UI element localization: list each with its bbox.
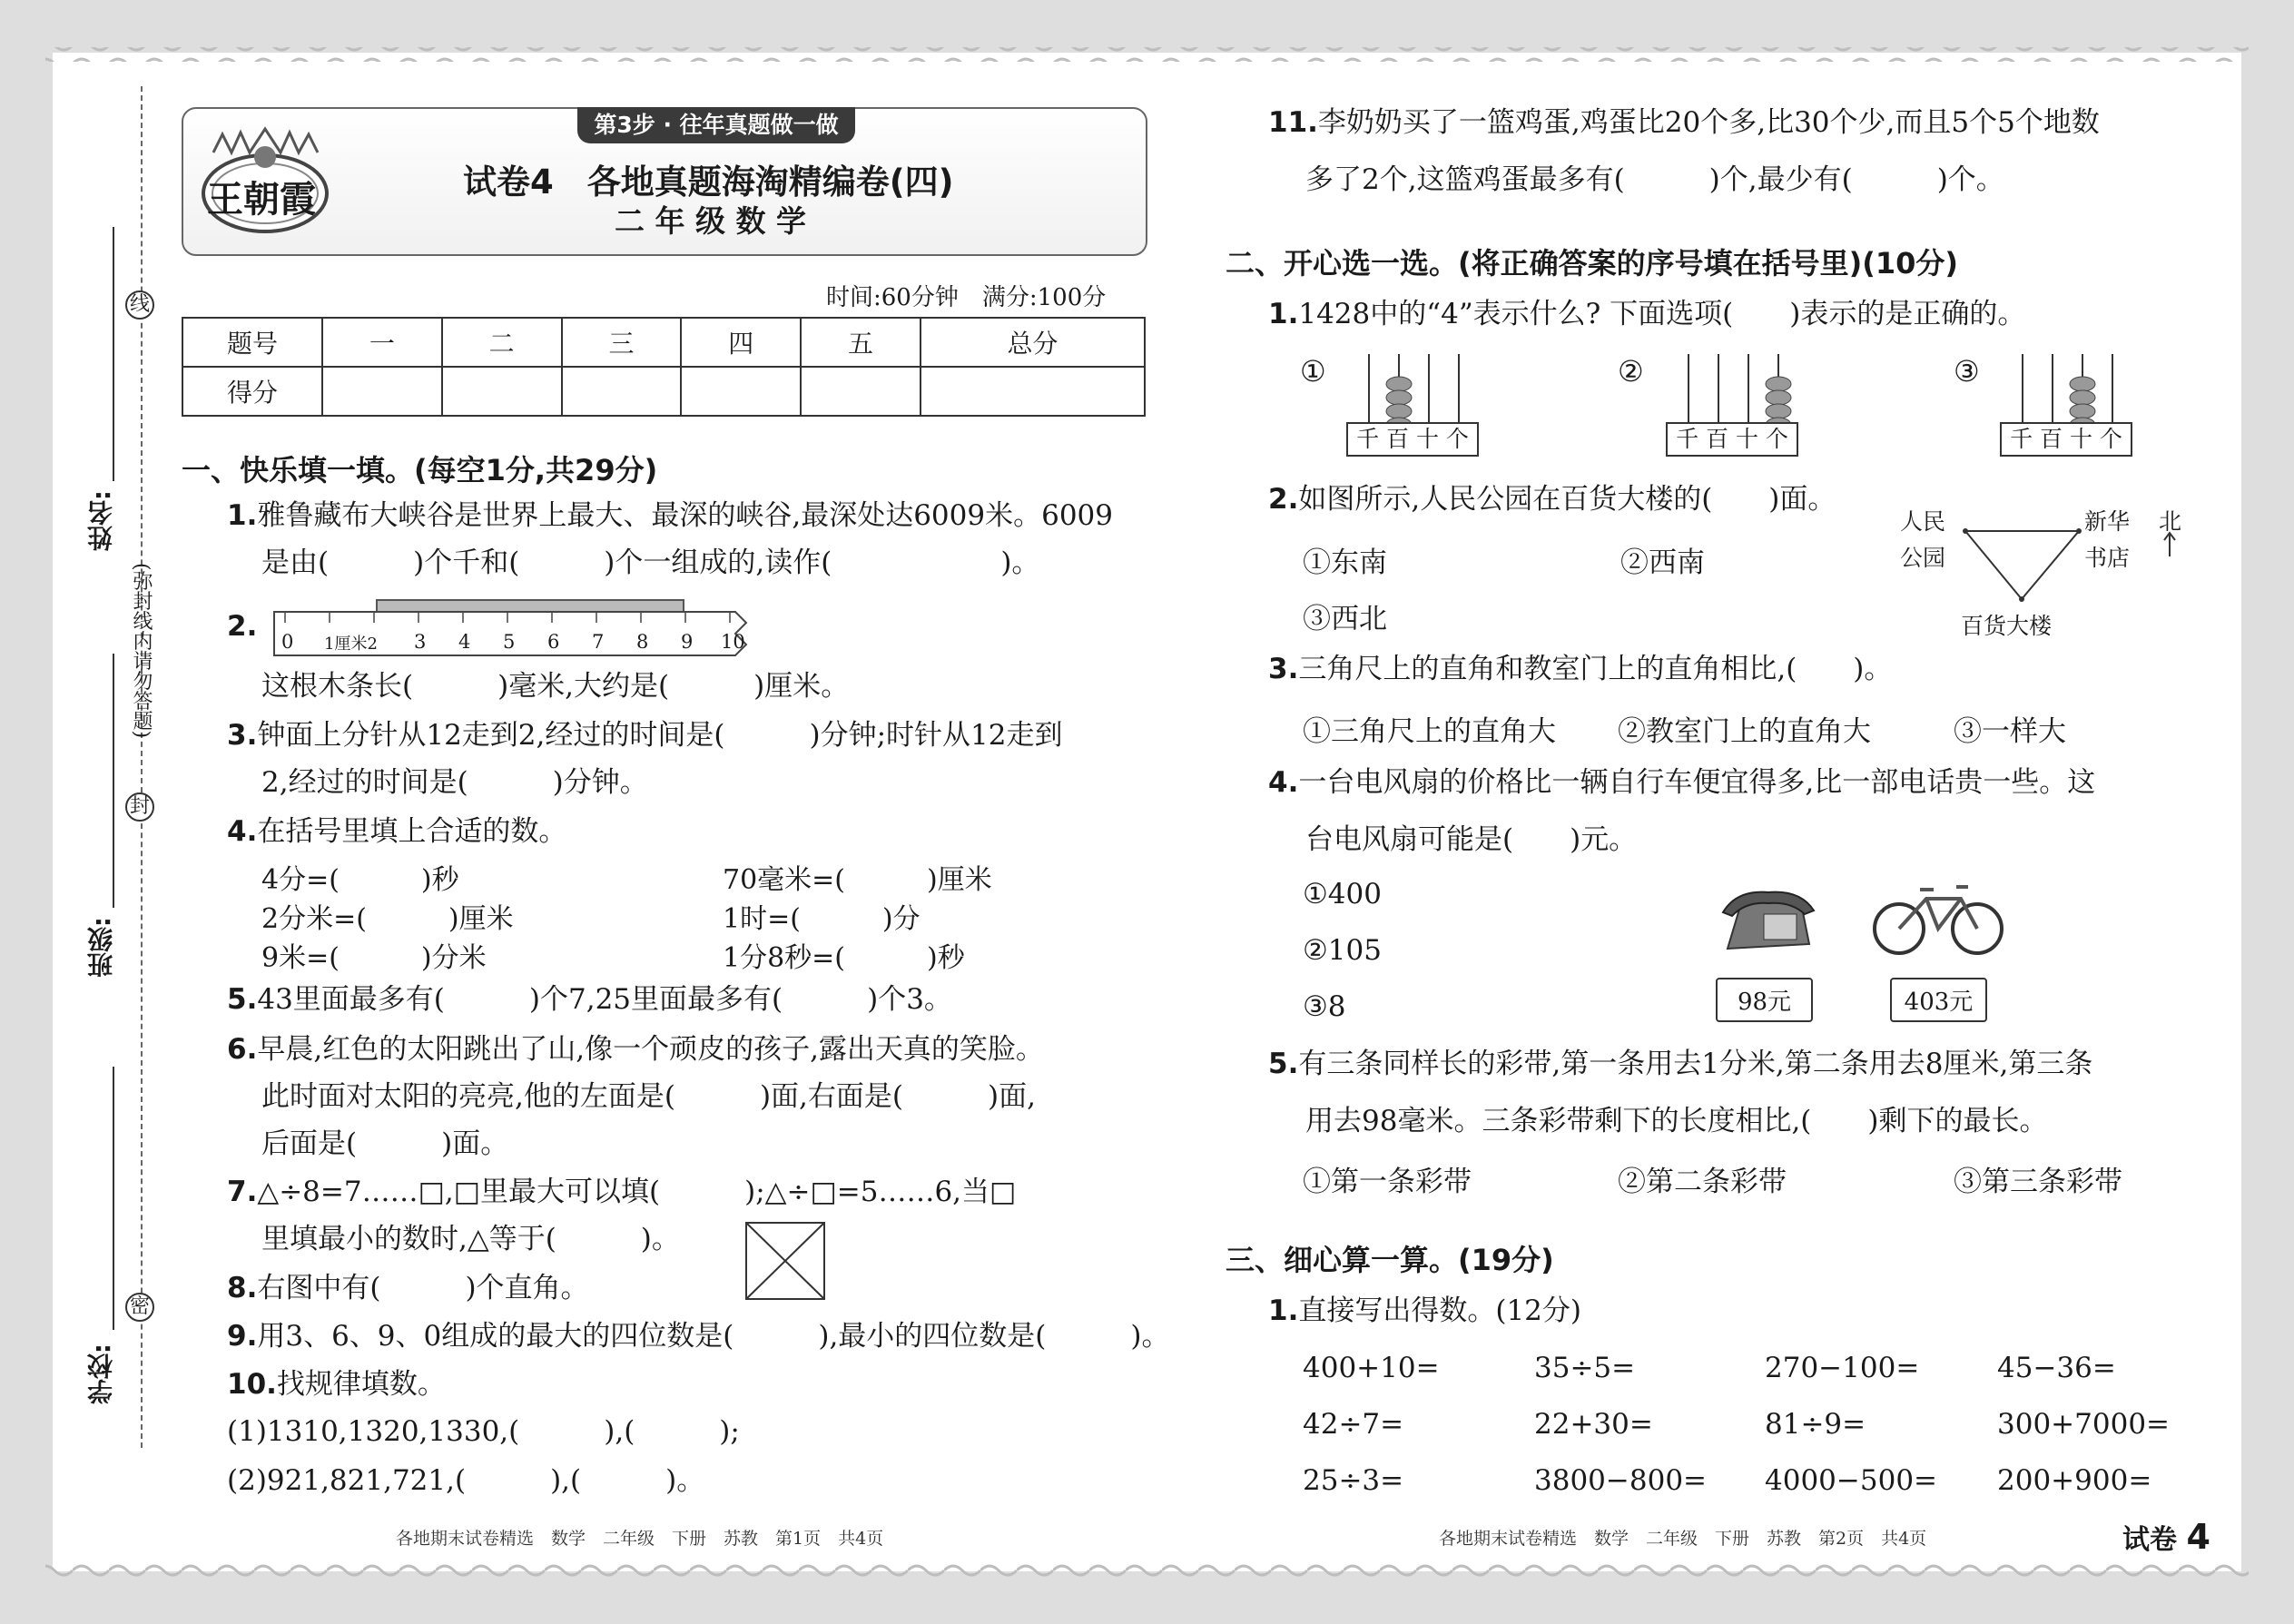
- score-cell[interactable]: [562, 367, 682, 416]
- calc-item[interactable]: 42÷7=: [1303, 1408, 1404, 1441]
- price-phone: 98元: [1716, 978, 1813, 1022]
- q-number: 1.: [1268, 1294, 1299, 1327]
- option[interactable]: ①三角尺上的直角大: [1303, 715, 1556, 748]
- score-cell[interactable]: [322, 367, 442, 416]
- score-header-cell: 五: [801, 318, 921, 367]
- score-cell[interactable]: [801, 367, 921, 416]
- score-cell[interactable]: [681, 367, 801, 416]
- q-text: 有三条同样长的彩带,第一条用去1分米,第二条用去8厘米,第三条: [1298, 1048, 2093, 1080]
- ruler-tick-label: 6: [547, 631, 560, 653]
- s1-q10: [227, 1366, 446, 1403]
- option[interactable]: ①400: [1303, 878, 1382, 910]
- s1-q10-line3[interactable]: (2)921,821,721,( ),( )。: [227, 1464, 705, 1497]
- q-number: 2.: [227, 610, 258, 643]
- q-text: 找规律填数。: [276, 1368, 446, 1401]
- step-banner: 第3步 · 往年真题做一做: [577, 107, 855, 143]
- time-score-info: 时间:60分钟 满分:100分: [826, 284, 1107, 311]
- ruler-tick-label: 7: [592, 631, 605, 653]
- q-text: 1428中的“4”表示什么? 下面选项( )表示的是正确的。: [1298, 298, 2026, 330]
- q-number: 5.: [227, 983, 258, 1016]
- abacus-option-2[interactable]: [1666, 349, 1798, 463]
- q-number: 1.: [1268, 298, 1299, 330]
- map-label-store: 百货大楼: [1961, 613, 2053, 639]
- s1-q6-line3[interactable]: 后面是( )面。: [261, 1127, 509, 1160]
- s2-q5-line2[interactable]: 用去98毫米。三条彩带剩下的长度相比,( )剩下的最长。: [1305, 1105, 2048, 1137]
- q-number: 9.: [227, 1320, 258, 1353]
- exam-subtitle: 二 年 级 数 学: [615, 203, 806, 239]
- north-label: 北: [2159, 508, 2182, 535]
- s2-q5: [1268, 1046, 2092, 1082]
- exam-badge: [2122, 1517, 2210, 1557]
- s2-q1[interactable]: [1268, 296, 2025, 332]
- option-mark: ②: [1618, 354, 1644, 389]
- q-text: 在括号里填上合适的数。: [257, 815, 567, 848]
- name-label: 姓名:: [86, 490, 116, 552]
- ruler-tick-label: 10: [721, 631, 745, 653]
- calc-item[interactable]: 81÷9=: [1765, 1408, 1866, 1441]
- s1-q6-line2[interactable]: 此时面对太阳的亮亮,他的左面是( )面,右面是( )面,: [261, 1080, 1036, 1113]
- unit-item[interactable]: 1时=( )分: [723, 903, 921, 935]
- q-text: △÷8=7……□,□里最大可以填( );△÷□=5……6,当□: [257, 1176, 1017, 1208]
- q-number: 3.: [227, 719, 258, 752]
- abacus-labels: 千 百 十 个: [2000, 422, 2132, 457]
- calc-item[interactable]: 45−36=: [1997, 1352, 2116, 1384]
- option-mark: ①: [1300, 354, 1326, 389]
- calc-item[interactable]: 22+30=: [1534, 1408, 1653, 1441]
- calc-item[interactable]: 3800−800=: [1534, 1464, 1708, 1497]
- q-text: 早晨,红色的太阳跳出了山,像一个顽皮的孩子,露出天真的笑脸。: [257, 1033, 1044, 1066]
- q-number: 3.: [1268, 653, 1299, 685]
- q-number: 11.: [1268, 106, 1318, 139]
- calc-item[interactable]: 300+7000=: [1997, 1408, 2171, 1441]
- q-text: 如图所示,人民公园在百货大楼的( )面。: [1298, 483, 1836, 516]
- score-row-label: 得分: [182, 367, 322, 416]
- ruler-tick-label: 9: [681, 631, 694, 653]
- binding-note: (弥封线内请勿答题): [130, 563, 153, 739]
- ruler-tick-label: 3: [414, 631, 427, 653]
- section3-title: 三、细心算一算。(19分): [1226, 1243, 1554, 1277]
- score-table-header-row: [182, 318, 1145, 367]
- score-header-cell: 一: [322, 318, 442, 367]
- q-number: 8.: [227, 1272, 258, 1304]
- q-text: 雅鲁藏布大峡谷是世界上最大、最深的峡谷,最深处达6009米。6009: [257, 499, 1113, 532]
- school-field[interactable]: [113, 1067, 114, 1330]
- north-arrow-icon: [2162, 531, 2177, 558]
- option[interactable]: ③一样大: [1954, 715, 2066, 748]
- calc-item[interactable]: 270−100=: [1765, 1352, 1920, 1384]
- q-number: 2.: [1268, 483, 1299, 516]
- footer-left: 各地期末试卷精选 数学 二年级 下册 苏教 第1页 共4页: [396, 1529, 884, 1549]
- badge-number: 4: [2186, 1517, 2210, 1557]
- score-table: [182, 317, 1146, 417]
- option[interactable]: ①东南: [1303, 546, 1387, 579]
- score-table-row: [182, 367, 1145, 416]
- unit-item[interactable]: 9米=( )分米: [261, 942, 487, 974]
- s1-q4: [227, 813, 566, 850]
- option[interactable]: ②西南: [1620, 546, 1705, 579]
- unit-item[interactable]: 1分8秒=( )秒: [723, 942, 965, 974]
- s1-q7[interactable]: [227, 1174, 1016, 1210]
- s2-q3[interactable]: [1268, 651, 1892, 687]
- right-angle-figure: [744, 1221, 826, 1301]
- ruler-figure: [272, 599, 749, 655]
- option[interactable]: ③西北: [1303, 603, 1387, 635]
- s1-q7-line2[interactable]: 里填最小的数时,△等于( )。: [261, 1223, 680, 1255]
- map-label-park: 人民: [1900, 508, 1946, 535]
- score-header-cell: 三: [562, 318, 682, 367]
- exam-title: 试卷4 各地真题海淘精编卷(四): [463, 162, 954, 202]
- ruler-tick-label: 5: [503, 631, 516, 653]
- s1-q6: [227, 1031, 1044, 1068]
- direction-triangle: [1956, 522, 2088, 604]
- ruler-tick-label: 8: [636, 631, 649, 653]
- q-number: 4.: [227, 815, 258, 848]
- s1-q2-text[interactable]: 这根木条长( )毫米,大约是( )厘米。: [261, 670, 850, 703]
- q-number: 10.: [227, 1368, 277, 1401]
- score-header-cell: 总分: [921, 318, 1145, 367]
- s1-q1-line2[interactable]: 是由( )个千和( )个一组成的,读作( )。: [261, 546, 1040, 579]
- ruler-tick-label: 0: [281, 631, 294, 653]
- s1-q9[interactable]: [227, 1318, 1169, 1354]
- calc-item[interactable]: 4000−500=: [1765, 1464, 1938, 1497]
- score-header-cell: 二: [442, 318, 562, 367]
- option[interactable]: ②105: [1303, 934, 1382, 967]
- binding-mark-feng: 封: [125, 792, 154, 822]
- q-number: 7.: [227, 1176, 258, 1208]
- class-field[interactable]: [113, 654, 114, 908]
- s1-q11: [1268, 104, 2100, 141]
- option[interactable]: ②第二条彩带: [1618, 1166, 1787, 1198]
- s1-q10-line2[interactable]: (1)1310,1320,1330,( ),( );: [227, 1415, 740, 1448]
- q-text: 一台电风扇的价格比一辆自行车便宜得多,比一部电话贵一些。这: [1298, 766, 2096, 799]
- q-text: 李奶奶买了一篮鸡蛋,鸡蛋比20个多,比30个少,而且5个5个地数: [1317, 106, 2100, 139]
- price-bike: 403元: [1890, 978, 1987, 1022]
- abacus-labels: 千 百 十 个: [1666, 422, 1798, 457]
- option[interactable]: ③第三条彩带: [1954, 1166, 2122, 1198]
- unit-item[interactable]: 4分=( )秒: [261, 864, 459, 896]
- q-number: 6.: [227, 1033, 258, 1066]
- name-field[interactable]: [113, 227, 114, 481]
- bicycle-icon: [1870, 876, 2006, 958]
- logo-text: 王朝霞: [207, 178, 316, 221]
- option[interactable]: ①第一条彩带: [1303, 1166, 1472, 1198]
- calc-item[interactable]: 25÷3=: [1303, 1464, 1404, 1497]
- ruler-tick-label: 1厘米2: [324, 635, 378, 654]
- q-number: 5.: [1268, 1048, 1299, 1080]
- calc-item[interactable]: 200+900=: [1997, 1464, 2152, 1497]
- abacus-option-3[interactable]: [2000, 349, 2132, 463]
- option-mark: ③: [1954, 354, 1980, 389]
- map-label-bookstore-2: 书店: [2084, 545, 2131, 571]
- class-label: 班级:: [86, 917, 116, 979]
- s1-q2-number: [227, 608, 257, 645]
- score-header-cell: 四: [681, 318, 801, 367]
- s2-q4: [1268, 764, 2095, 801]
- option[interactable]: ③8: [1303, 990, 1346, 1023]
- s2-q4-line2[interactable]: 台电风扇可能是( )元。: [1305, 823, 1638, 856]
- footer-right: 各地期末试卷精选 数学 二年级 下册 苏教 第2页 共4页: [1439, 1529, 1927, 1549]
- telephone-icon: [1718, 885, 1818, 958]
- q-text: 钟面上分针从12走到2,经过的时间是( )分钟;时针从12走到: [257, 719, 1063, 752]
- map-label-park-2: 公园: [1900, 545, 1946, 571]
- score-header-cell: 题号: [182, 318, 322, 367]
- score-cell[interactable]: [442, 367, 562, 416]
- school-label: 学校:: [86, 1343, 116, 1405]
- q-number: 1.: [227, 499, 258, 532]
- map-label-bookstore: 新华: [2084, 508, 2131, 535]
- score-cell[interactable]: [921, 367, 1145, 416]
- unit-item[interactable]: 70毫米=( )厘米: [723, 864, 992, 896]
- s1-q8[interactable]: [227, 1270, 589, 1306]
- q-text: 用3、6、9、0组成的最大的四位数是( ),最小的四位数是( )。: [257, 1320, 1170, 1353]
- binding-mark-mi: 密: [125, 1293, 154, 1322]
- section1-title: 一、快乐填一填。(每空1分,共29分): [182, 453, 658, 487]
- s2-q2[interactable]: [1268, 481, 1836, 517]
- unit-item[interactable]: 2分米=( )厘米: [261, 903, 514, 935]
- q-text: 直接写出得数。(12分): [1298, 1294, 1581, 1327]
- s1-q1: [227, 497, 1113, 534]
- q-number: 4.: [1268, 766, 1299, 799]
- ruler-tick-label: 4: [458, 631, 471, 653]
- option[interactable]: ②教室门上的直角大: [1618, 715, 1871, 748]
- s1-q5[interactable]: [227, 981, 952, 1018]
- badge-label: 试卷: [2122, 1524, 2177, 1556]
- abacus-labels: 千 百 十 个: [1346, 422, 1479, 457]
- s1-q11-line2[interactable]: 多了2个,这篮鸡蛋最多有( )个,最少有( )个。: [1305, 163, 2004, 196]
- q-text: 43里面最多有( )个7,25里面最多有( )个3。: [257, 983, 952, 1016]
- calc-item[interactable]: 400+10=: [1303, 1352, 1440, 1384]
- q-text: 右图中有( )个直角。: [257, 1272, 589, 1304]
- q-text: 三角尺上的直角和教室门上的直角相比,( )。: [1298, 653, 1893, 685]
- section2-title: 二、开心选一选。(将正确答案的序号填在括号里)(10分): [1226, 246, 1959, 281]
- s1-q3-line2[interactable]: 2,经过的时间是( )分钟。: [261, 766, 648, 799]
- s3-q1: [1268, 1293, 1581, 1329]
- s1-q3[interactable]: [227, 717, 1062, 753]
- calc-item[interactable]: 35÷5=: [1534, 1352, 1636, 1384]
- binding-mark-xian: 线: [125, 290, 154, 320]
- abacus-option-1[interactable]: [1346, 349, 1479, 463]
